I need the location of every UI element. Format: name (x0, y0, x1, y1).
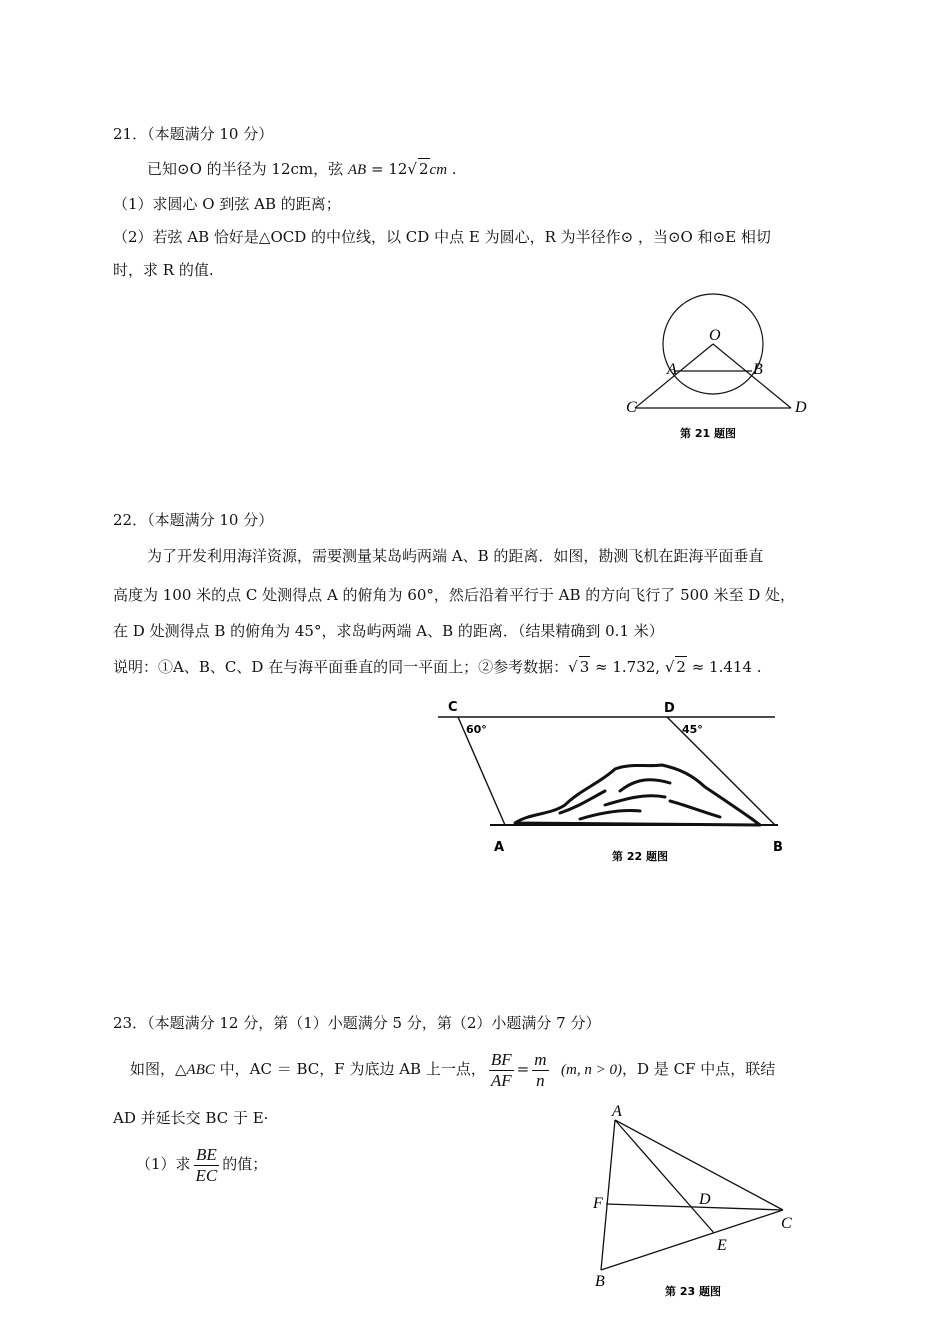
q21-math-eq: = 12 (366, 160, 408, 178)
q23-frac-be-ec (194, 1145, 220, 1186)
q23-caption: 第 23 题图 (665, 1285, 721, 1298)
q22-ref-val1: ≈ 1.732, (590, 658, 665, 676)
q21-label-c: C (626, 399, 637, 416)
q22-label-c: C (448, 700, 458, 715)
q22-para-line2: 高度为 100 米的点 C 处测得点 A 的俯角为 60°，然后沿着平行于 AB 的方向飞行了 500 米至 D 处， (113, 586, 796, 604)
q23-label-b: B (595, 1273, 605, 1290)
q21-part1: （1）求圆心 O 到弦 AB 的距离； (113, 195, 341, 213)
q21-math-unit: cm (429, 162, 448, 178)
q22-label-a: A (494, 840, 505, 855)
q23-part1-pre: （1）求 (136, 1155, 191, 1173)
q23-stmt-abc: ABC (186, 1062, 215, 1078)
q22-ref-rad2: 2 (676, 658, 686, 676)
q22-note-pre: 说明：①A、B、C、D 在与海平面垂直的同一平面上；②参考数据： (113, 658, 569, 676)
q21-math-lhs: AB (347, 162, 367, 178)
q23-frac2-den: n (536, 1070, 545, 1090)
q23-stmt-post: ，D 是 CF 中点，联结 (622, 1060, 776, 1078)
q21-line-od (713, 344, 791, 408)
q23-part1 (136, 1140, 267, 1188)
q21-label-d: D (795, 399, 807, 416)
q22-angle-d: 45° (682, 723, 703, 736)
q23-label-e: E (717, 1237, 727, 1254)
q22-para-line3: 在 D 处测得点 B 的俯角为 45°，求岛屿两端 A、B 的距离．（结果精确到 0.1 米） (113, 622, 664, 640)
q23-stmt-pre: 如图，△ (130, 1060, 187, 1078)
q22-angle-c: 60° (466, 723, 487, 736)
q23-side-bc (601, 1210, 783, 1270)
q23-frac2-num: m (534, 1049, 547, 1069)
q23-label-a: A (612, 1103, 622, 1120)
q23-label-c: C (781, 1215, 792, 1232)
q23-frac-m-n (532, 1050, 548, 1091)
q21-figure (620, 290, 820, 450)
q23-label-d: D (699, 1191, 711, 1208)
q22-ref-rad1: 3 (579, 658, 590, 676)
q21-math-rad: 2 (418, 160, 429, 178)
q22-para-line1: 为了开发利用海洋资源，需要测量某岛屿两端 A、B 的距离．如图，勘测飞机在距海平面垂直 (147, 547, 764, 565)
q23-label-f: F (593, 1195, 603, 1212)
q21-part2-line2: 时，求 R 的值. (113, 261, 214, 279)
q22-label-d: D (664, 701, 675, 716)
q22-label-b: B (773, 840, 783, 855)
q21-label-o: O (709, 327, 721, 344)
q22-ref-val2: ≈ 1.414 (686, 658, 752, 676)
q22-note: 说明：①A、B、C、D 在与海平面垂直的同一平面上；②参考数据：√ 3 ≈ 1.732, √ 2 ≈ 1.414 . (113, 658, 762, 676)
q23-part1-num: BE (194, 1145, 220, 1166)
q23-part1-post: 的值； (222, 1155, 268, 1173)
q21-label-b: B (753, 361, 763, 378)
q23-side-ab (601, 1120, 615, 1270)
q22-caption: 第 22 题图 (612, 850, 668, 863)
q21-part2-line1: （2）若弦 AB 恰好是△OCD 的中位线，以 CD 中点 E 为圆心，R 为半径作⊙ ，当⊙O 和⊙E 相切 (113, 228, 771, 246)
q21-given-post: . (447, 160, 457, 178)
q23-statement (130, 1045, 775, 1094)
q22-note-post: . (752, 658, 762, 676)
q21-given-pre: 已知⊙O 的半径为 12cm，弦 (147, 160, 348, 178)
q21-caption: 第 21 题图 (680, 427, 736, 440)
q21-label-a: A (667, 361, 677, 378)
q23-cond: (m, n > 0) (561, 1062, 622, 1078)
q23-frac-bf-af (489, 1050, 514, 1091)
q23-line2: AD 并延长交 BC 于 E· (113, 1109, 269, 1127)
q23-frac1-den: AF (490, 1070, 512, 1090)
q23-frac1-num: BF (490, 1049, 512, 1069)
q21-given: 已知⊙O 的半径为 12cm，弦 AB = 12√ 2cm . (147, 160, 457, 178)
q23-header: 23．（本题满分 12 分，第（1）小题满分 5 分，第（2）小题满分 7 分） (113, 1014, 601, 1032)
q21-header: 21．（本题满分 10 分） (113, 125, 274, 143)
q23-part1-den: EC (195, 1165, 218, 1185)
q22-figure (430, 695, 790, 870)
q23-eq: = (516, 1060, 530, 1078)
q23-figure (585, 1100, 815, 1310)
q23-stmt-mid: 中，AC ＝ BC，F 为底边 AB 上一点， (214, 1060, 486, 1078)
q23-segment-fc (606, 1204, 783, 1210)
q22-header: 22．（本题满分 10 分） (113, 511, 274, 529)
q23-segment-ae (615, 1120, 714, 1233)
